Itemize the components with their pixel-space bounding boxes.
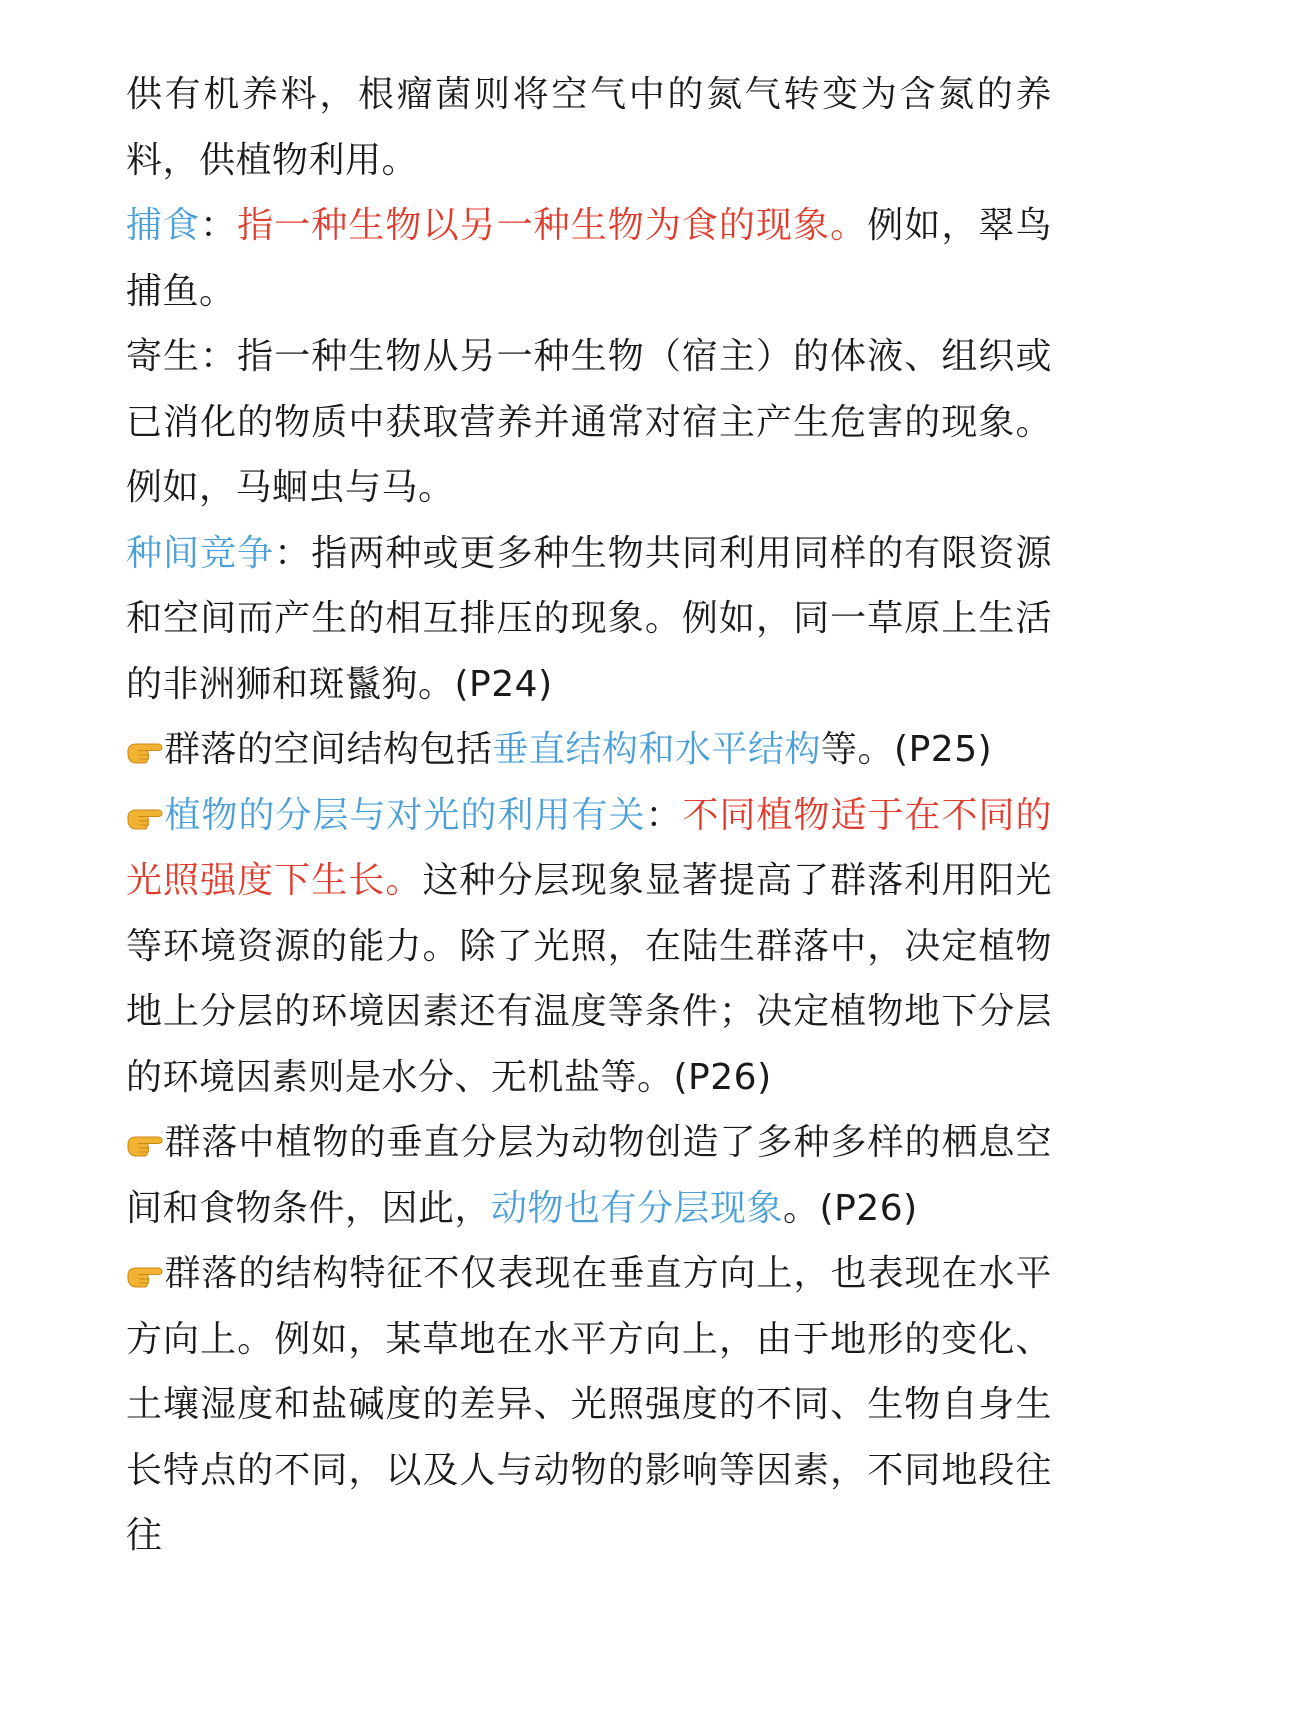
highlight-term: 种间竞争	[126, 532, 275, 574]
text-segment: 群落的空间结构包括	[164, 729, 493, 770]
paragraph	[126, 783, 1052, 1111]
key-definition: 不同植物适于在不同的光照强度下生长。	[126, 794, 1052, 901]
text-segment: ：指两种或更多种生物共同利用同样的有限资源和空间而产生的相互排压的现象。例如，同一草原上生活的非洲狮和斑鬣狗。(P24)	[126, 532, 1052, 705]
key-definition: 指一种生物以另一种生物为食的现象。	[237, 205, 868, 246]
text-segment: 等。(P25)	[821, 729, 993, 770]
pointing-hand-icon	[126, 1245, 164, 1273]
document-body	[126, 62, 1052, 1569]
text-segment: 。(P26)	[783, 1187, 918, 1229]
paragraph	[126, 324, 1052, 521]
highlight-term: 动物也有分层现象	[491, 1187, 784, 1229]
paragraph	[126, 521, 1052, 718]
pointing-hand-icon	[126, 787, 164, 815]
text-segment: 例如，翠鸟捕鱼。	[126, 205, 1052, 312]
text-segment: 群落中植物的垂直分层为动物创造了多种多样的栖息空间和食物条件，因此，	[126, 1122, 1052, 1229]
text-segment: ：	[200, 205, 238, 246]
text-segment: 供有机养料，根瘤菌则将空气中的氮气转变为含氮的养料，供植物利用。	[126, 74, 1052, 181]
paragraph	[126, 1110, 1052, 1241]
text-segment: ：	[645, 794, 683, 836]
highlight-term: 垂直结构和水平结构	[492, 729, 822, 770]
paragraph	[126, 717, 1052, 783]
pointing-hand-icon	[126, 1114, 164, 1142]
paragraph	[126, 193, 1052, 324]
pointing-hand-icon	[126, 721, 164, 749]
highlight-term: 捕食	[126, 205, 201, 246]
highlight-term: 植物的分层与对光的利用有关	[164, 794, 646, 836]
text-segment: 寄生：指一种生物从另一种生物（宿主）的体液、组织或已消化的物质中获取营养并通常对宿主产生危害的现象。例如，马蛔虫与马。	[126, 336, 1052, 508]
text-segment: 这种分层现象显著提高了群落利用阳光等环境资源的能力。除了光照，在陆生群落中，决定植物地上分层的环境因素还有温度等条件；决定植物地下分层的环境因素则是水分、无机盐等。(P26)	[126, 860, 1052, 1098]
paragraph	[126, 62, 1052, 193]
paragraph	[126, 1241, 1052, 1569]
text-segment: 群落的结构特征不仅表现在垂直方向上，也表现在水平方向上。例如，某草地在水平方向上，由于地形的变化、土壤湿度和盐碱度的差异、光照强度的不同、生物自身生长特点的不同，以及人与动物的影响等因素，不同地段往往	[126, 1253, 1052, 1556]
